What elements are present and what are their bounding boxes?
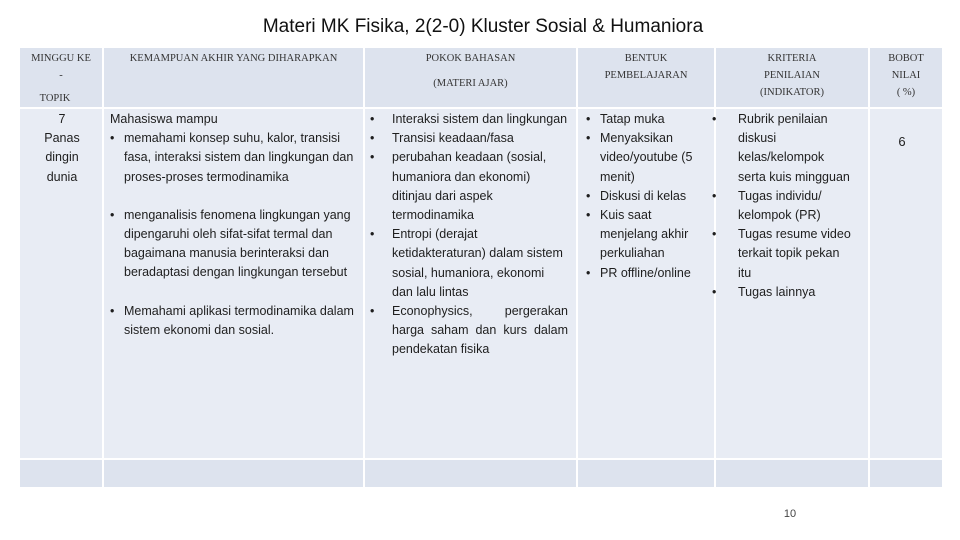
bentuk-pembelajaran-cell — [586, 110, 710, 283]
bentuk-item: • Menyaksikan video/youtube (5 menit) — [586, 129, 710, 187]
page-number: 10 — [783, 508, 797, 520]
table-empty-row — [20, 459, 942, 487]
bentuk-item: • Kuis saat menjelang akhir perkuliahan — [586, 206, 710, 264]
bobot-value: 6 — [898, 134, 906, 149]
pokok-bahasan-item: • perubahan keadaan (sosial, humaniora dan ekonomi) ditinjau dari aspek termodinamika — [370, 148, 568, 225]
kriteria-item: • Rubrik penilaian diskusi kelas/kelompok serta kuis mingguan — [712, 110, 852, 187]
pokok-bahasan-cell — [370, 110, 568, 360]
header-bentuk-pembelajaran: BENTUK PEMBELAJARAN — [604, 53, 688, 81]
slide-title: Materi MK Fisika, 2(2-0) Kluster Sosial & Humaniora — [262, 16, 704, 37]
week-cell — [24, 110, 100, 187]
kemampuan-item: • Memahami aplikasi termodinamika dalam sistem ekonomi dan sosial. — [110, 302, 355, 340]
header-minggu-ke: MINGGU KE - — [31, 53, 91, 81]
bentuk-item: • Diskusi di kelas — [586, 187, 710, 206]
column-divider — [576, 48, 578, 487]
pokok-bahasan-item: • Transisi keadaan/fasa — [370, 129, 568, 148]
topic-text: Panas dingin dunia — [44, 131, 80, 184]
kriteria-penilaian-cell — [712, 110, 852, 302]
header-kemampuan-akhir: KEMAMPUAN AKHIR YANG DIHARAPKAN — [129, 53, 338, 64]
kriteria-item: • Tugas lainnya — [712, 283, 852, 302]
pokok-bahasan-item: • Econophysics, pergerakan harga saham dan kurs dalam pendekatan fisika — [370, 302, 568, 360]
column-divider — [868, 48, 870, 487]
kemampuan-item: • memahami konsep suhu, kalor, transisi fasa, interaksi sistem dan lingkungan dan proses-proses termodinamika — [110, 129, 355, 187]
header-bobot-nilai: BOBOT NILAI ( %) — [888, 53, 924, 98]
kriteria-item: • Tugas resume video terkait topik pekan itu — [712, 225, 852, 283]
header-materi-ajar: (MATERI AJAR) — [433, 78, 508, 89]
bentuk-item: • PR offline/online — [586, 264, 710, 283]
syllabus-table — [20, 48, 942, 487]
header-pokok-bahasan: POKOK BAHASAN — [425, 53, 516, 64]
bentuk-item: • Tatap muka — [586, 110, 710, 129]
kemampuan-intro: Mahasiswa mampu — [110, 112, 218, 126]
row-divider — [20, 107, 942, 109]
header-topik: TOPIK — [39, 93, 71, 104]
pokok-bahasan-item: • Interaksi sistem dan lingkungan — [370, 110, 568, 129]
column-divider — [102, 48, 104, 487]
header-kriteria-penilaian: KRITERIA PENILAIAN (INDIKATOR) — [760, 53, 824, 98]
kemampuan-cell — [110, 110, 355, 340]
row-divider — [20, 458, 942, 460]
pokok-bahasan-item: • Entropi (derajat ketidakteraturan) dalam sistem sosial, humaniora, ekonomi dan lalu lintas — [370, 225, 568, 302]
column-divider — [363, 48, 365, 487]
kemampuan-item: • menganalisis fenomena lingkungan yang dipengaruhi oleh sifat-sifat termal dan bagaimana manusia berinteraksi dan beradaptasi dengan lingkungan tersebut — [110, 206, 355, 283]
week-number: 7 — [58, 112, 66, 126]
kriteria-item: • Tugas individu/ kelompok (PR) — [712, 187, 852, 225]
